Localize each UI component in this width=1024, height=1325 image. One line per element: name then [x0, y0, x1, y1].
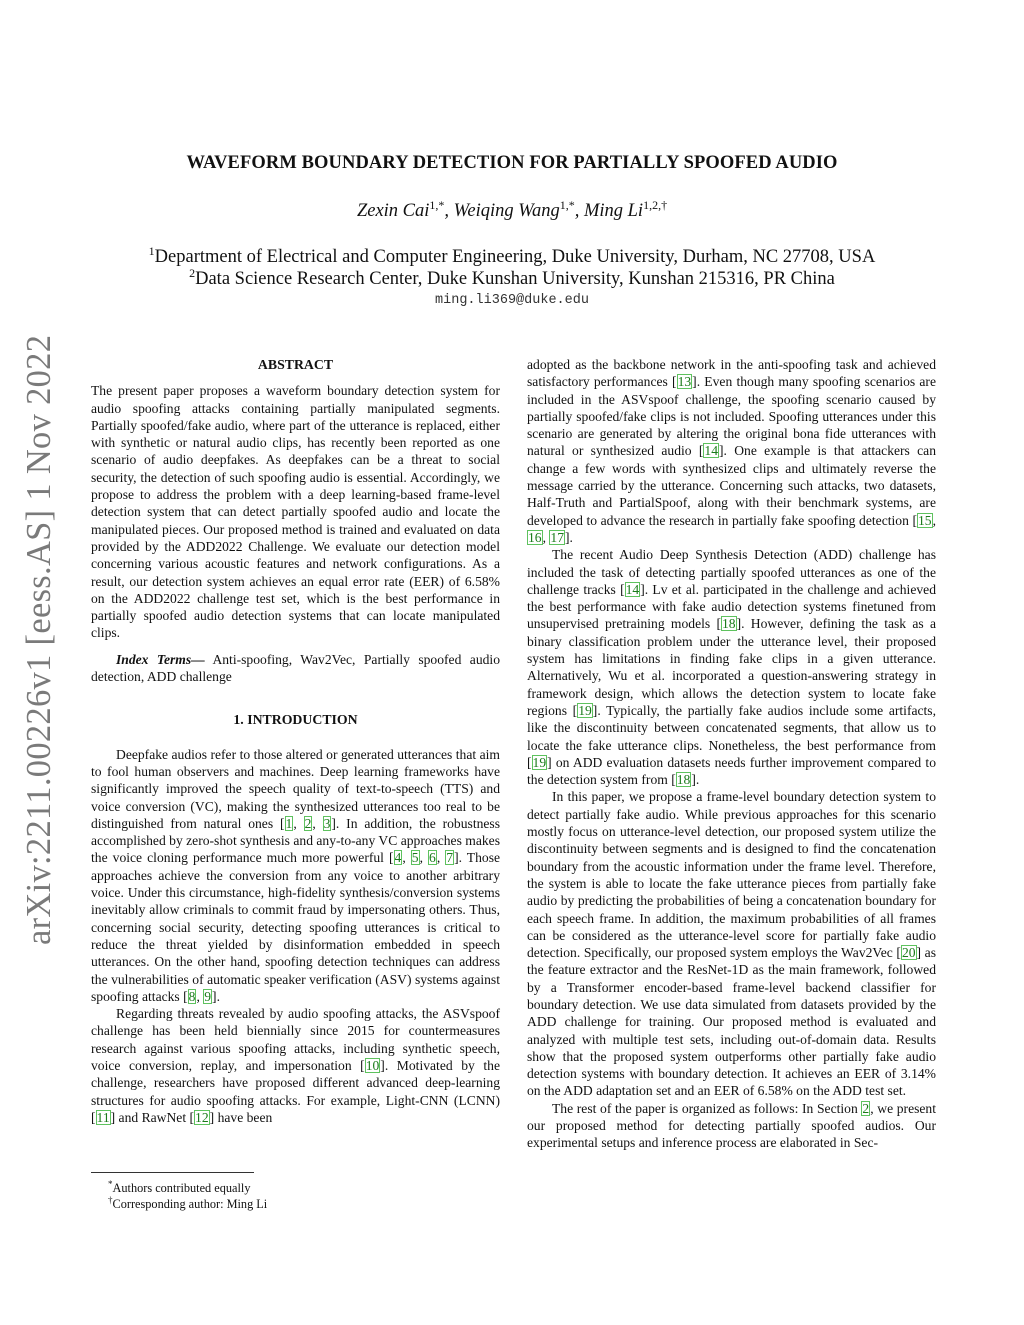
right-paragraph-4: [527, 1100, 936, 1152]
citation-link[interactable]: 16: [528, 529, 542, 545]
index-terms-label: Index Terms—: [116, 651, 205, 667]
citation-link[interactable]: 7: [446, 850, 454, 866]
text-run: ]. Motivated by the challenge, researchers have proposed different advanced deep-learning structures for audio spoofing attacks. For example, Light-CNN (LCNN) [: [91, 1057, 500, 1125]
citation-link[interactable]: 11: [96, 1109, 110, 1125]
abstract-heading: ABSTRACT: [257, 357, 334, 372]
citation-link[interactable]: 20: [901, 945, 916, 961]
footnote-text: Authors contributed equally: [112, 1181, 251, 1196]
text-run: , we present our proposed method for detecting partially spoofed audios. Our experimental setups and inference process are elaborated in Sec-: [527, 1100, 937, 1151]
citation-link[interactable]: 2: [304, 815, 312, 831]
left-column: [91, 356, 500, 1126]
footnote-2: [108, 1195, 267, 1212]
author-name: Weiqing Wang: [453, 201, 560, 222]
author-sup: 1,*: [559, 198, 575, 212]
right-paragraph-1: adopted as the backbone network in the anti-spoofing task and achieved satisfactory performances [13]. Even though many spoofing scenarios are included in the ASVspoof challenge, the spoofing scenario caused by partially spoofed/fake clips is not included. Spoofing utterances under this scenario are generated by altering the original bona fide utterances with natural or synthesized audio [14]. One example is that attackers can change a few words with synthesized clips and ultimately reverse the message carried by the utterance. Concerning such attacks, two datasets, Half-Truth and PartialSpoof, along with their benchmark systems, are developed to advance the research in partially fake spoofing detection [15, 16, 17].: [527, 357, 937, 545]
citation-link[interactable]: 15: [918, 512, 932, 528]
author-sup: 1,*: [429, 198, 445, 212]
citation-link[interactable]: 6: [429, 850, 436, 866]
text-run: ]. Even though many spoofing scenarios are included in the ASVspoof challenge, the spoofing scenario caused by partially spoofed/fake clips is not included. Spoofing utterances under this scenario are generated by altering the original bona fide utterances with natural or synthesized audio [: [527, 374, 936, 459]
citation-link[interactable]: 19: [532, 754, 547, 770]
text-run: ] and RawNet [: [110, 1109, 195, 1125]
citation-link[interactable]: 14: [704, 443, 718, 459]
text-run: The recent Audio Deep Synthesis Detection (ADD) challenge has included the task of detecting partially spoofed utterances as one of the challenge tracks [: [527, 547, 936, 597]
text-run: adopted as the backbone network in the anti-spoofing task and achieved satisfactory performances [: [527, 357, 936, 390]
citation-link[interactable]: 18: [722, 616, 736, 632]
contact-email[interactable]: ming.li369@duke.edu: [435, 293, 589, 308]
footnote-rule: [91, 1172, 254, 1173]
right-paragraph-2: [527, 546, 936, 788]
intro-paragraph-1: Deepfake audios refer to those altered or generated utterances that aim to fool human observers and machines. Deep learning frameworks have significantly improved the speech quality of text-to-speech (TTS) and voice conversion (VC), making the synthesized utterances too real to be distinguished from natural ones [1, 2, 3]. In addition, the robustness accomplished by zero-shot synthesis and any-to-any VC approaches makes the voice cloning performance much more powerful [4, 5, 6, 7]. Those approaches achieve the conversion from any voice to another arbitrary voice. Under this circumstance, high-fidelity synthesis/conversion systems inevitably allow criminals to commit fraud by impersonating others. Thus, concerning social security, detecting spoofing utterances is critical to reduce the threat yielded by disinformation embedded in speech utterances. On the other hand, spoofing detection techniques can address the vulnerabilities of automatic speaker verification (ASV) systems against spoofing attacks [8, 9].: [91, 746, 501, 1004]
index-terms: [91, 651, 500, 686]
affiliation-text: Department of Electrical and Computer Engineering, Duke University, Durham, NC 27708, USA: [154, 247, 876, 268]
text-run: ].: [212, 988, 220, 1004]
paper-title: WAVEFORM BOUNDARY DETECTION FOR PARTIALLY SPOOFED AUDIO: [186, 153, 838, 173]
abstract-text: The present paper proposes a waveform boundary detection system for audio spoofing attacks containing partially manipulated segments. Partially spoofed/fake audio, where part of the utterance is replaced, either with synthetic or natural audio clips, has recently been reported as one scenario of audio deepfakes. As deepfakes can be a threat to social security, the detection of such spoofing audio is essential. Accordingly, we propose to address the problem with a deep learning-based frame-level detection system that can detect partially spoofed audio and locate the manipulated pieces. Our proposed method is trained and evaluated on data provided by the ADD2022 Challenge. We evaluate our detection model concerning various acoustic features and network configurations. As a result, our detection system achieves an equal error rate (EER) of 6.58% on the ADD2022 challenge test set, which is the best performance in partially spoofed audio detection systems that can locate manipulated clips.: [91, 383, 500, 641]
citation-link[interactable]: 19: [578, 702, 592, 718]
text-run: The rest of the paper is organized as follows: In Section: [552, 1100, 862, 1116]
text-run: ]. Those approaches achieve the conversion from any voice to another arbitrary voice. Under this circumstance, high-fidelity synthesis/conversion systems inevitably allow criminals to commit fraud by impersonating others. Thus, concerning social security, detecting spoofing utterances is critical to reduce the threat yielded by disinformation embedded in speech utterances. On the other hand, spoofing detection techniques can address the vulnerabilities of automatic speaker verification (ASV) systems against spoofing attacks [: [91, 850, 501, 1004]
intro-paragraph-2: [91, 1005, 500, 1126]
arxiv-stamp: [20, 334, 60, 945]
citation-link[interactable]: 12: [195, 1109, 209, 1125]
right-column: [527, 356, 936, 1152]
affiliation-1: [0, 244, 1024, 268]
citation-link[interactable]: 1: [285, 815, 293, 831]
index-terms-text: Anti-spoofing, Wav2Vec, Partially spoofed audio detection, ADD challenge: [91, 651, 501, 685]
affiliation-text: Data Science Research Center, Duke Kunshan University, Kunshan 215316, PR China: [195, 269, 835, 290]
right-paragraph-3: [527, 788, 936, 1099]
text-run: ]. In addition, the robustness accomplished by zero-shot synthesis and any-to-any VC approaches makes the voice cloning performance much more powerful [: [91, 815, 501, 866]
citation-link[interactable]: 10: [365, 1057, 380, 1073]
citation-link[interactable]: 13: [677, 374, 692, 390]
affiliation-sup: 2: [189, 266, 196, 280]
affiliation-2: [0, 266, 1024, 290]
text-run: Deepfake audios refer to those altered or generated utterances that aim to fool human observers and machines. Deep learning frameworks have significantly improved the speech quality of text-to-speech (TTS) and voice conversion (VC), making the synthesized utterances too real to be distinguished from natural ones [: [91, 746, 500, 831]
text-run: In this paper, we propose a frame-level boundary detection system to detect partially fake audio. While previous approaches for this scenario mostly focus on utterance-level detection, our proposed system utilize the discontinuity between segments and is designed to find the concatenation boundary from the acoustic information under the frame level. Therefore, the system is able to locate the fake utterance pieces from partially fake audio by predicting the probabilities of being a concatenation boundary for each speech frame. In addition, the maximum probabilities of all frames can be considered as the utterance-level score for partially fake audio detection. Specifically, our proposed system employs the Wav2Vec [: [527, 789, 936, 961]
affiliation-sup: 1: [148, 244, 155, 258]
citation-link[interactable]: 4: [394, 850, 402, 866]
arxiv-stamp-text: arXiv:2211.00226v1 [eess.AS] 1 Nov 2022: [20, 334, 58, 945]
text-run: ] have been: [209, 1109, 273, 1125]
author-list: Zexin Cai$^{1,*}$, Weiqing Wang$^{1,*}$, Ming $Li^{1,2,\dagger}$: [356, 198, 668, 222]
section-link[interactable]: 2: [862, 1100, 870, 1116]
text-run: ].: [564, 529, 573, 545]
footnote-1: [108, 1179, 250, 1196]
section-heading-introduction: 1. INTRODUCTION: [233, 712, 358, 728]
author-name: Ming Li: [583, 201, 644, 222]
citation-link[interactable]: 18: [676, 772, 691, 788]
footnote-text: Corresponding author: Ming Li: [112, 1197, 268, 1212]
footnote-sup: †: [108, 1195, 113, 1205]
citation-link[interactable]: 9: [204, 988, 212, 1004]
citation-link[interactable]: 17: [550, 529, 564, 545]
citation-link[interactable]: 8: [188, 988, 196, 1004]
citation-link[interactable]: 5: [411, 850, 419, 866]
text-run: ]. However, defining the task as a binary classification problem under the utterance level, their proposed system has limitations in finding fake clips in a given utterance. Alternatively, Wu et al. incorporated a question-answering strategy in framework design, which allows the detection system to locate fake regions [: [527, 616, 936, 718]
text-run: ] on ADD evaluation datasets needs further improvement compared to the detection system from [: [527, 754, 936, 788]
text-run: ]. Typically, the partially fake audios include some artifacts, like the discontinuity between concatenated segments, that allow us to locate the fake utterance clips. Nonetheless, the best performance from [: [527, 702, 936, 770]
text-run: ]. Lv et al. participated in the challenge and achieved the best performance with fake audio detection systems finetuned from unsupervised pretraining models [: [527, 581, 936, 632]
text-run: ].: [691, 772, 700, 788]
citation-link[interactable]: 14: [625, 581, 640, 597]
text-run: Regarding threats revealed by audio spoofing attacks, the ASVspoof challenge has been held biennially since 2015 for countermeasures research against various spoofing attacks, including synthetic speech, voice conversion, replay, and impersonation [: [91, 1006, 500, 1073]
footnote-sup: *: [108, 1179, 113, 1189]
text-run: ]. One example is that attackers can change a few words with synthesized clips and ultimately reverse the message carried by the utterance. Concerning such attacks, two datasets, Half-Truth and PartialSpoof, along with their benchmark systems, are developed to advance the research in partially fake spoofing detection [: [527, 443, 937, 528]
author-sup: 1,2,†: [643, 198, 668, 212]
citation-link[interactable]: 3: [323, 815, 331, 831]
text-run: ] as the feature extractor and the ResNet-1D as the main framework, followed by a Transformer encoder-based frame-level backend classifier for boundary detection. We use data simulated from datasets provided by the ADD challenge for training. Our proposed method is evaluated and analyzed with multiple test sets, including out-of-domain data. Results show that the proposed system outperforms other partially fake audio detection systems with boundary detection. It achieves an EER of 3.14% on the ADD adaptation set and an EER of 6.58% on the ADD test set.: [527, 945, 937, 1099]
author-name: Zexin Cai: [356, 201, 430, 222]
